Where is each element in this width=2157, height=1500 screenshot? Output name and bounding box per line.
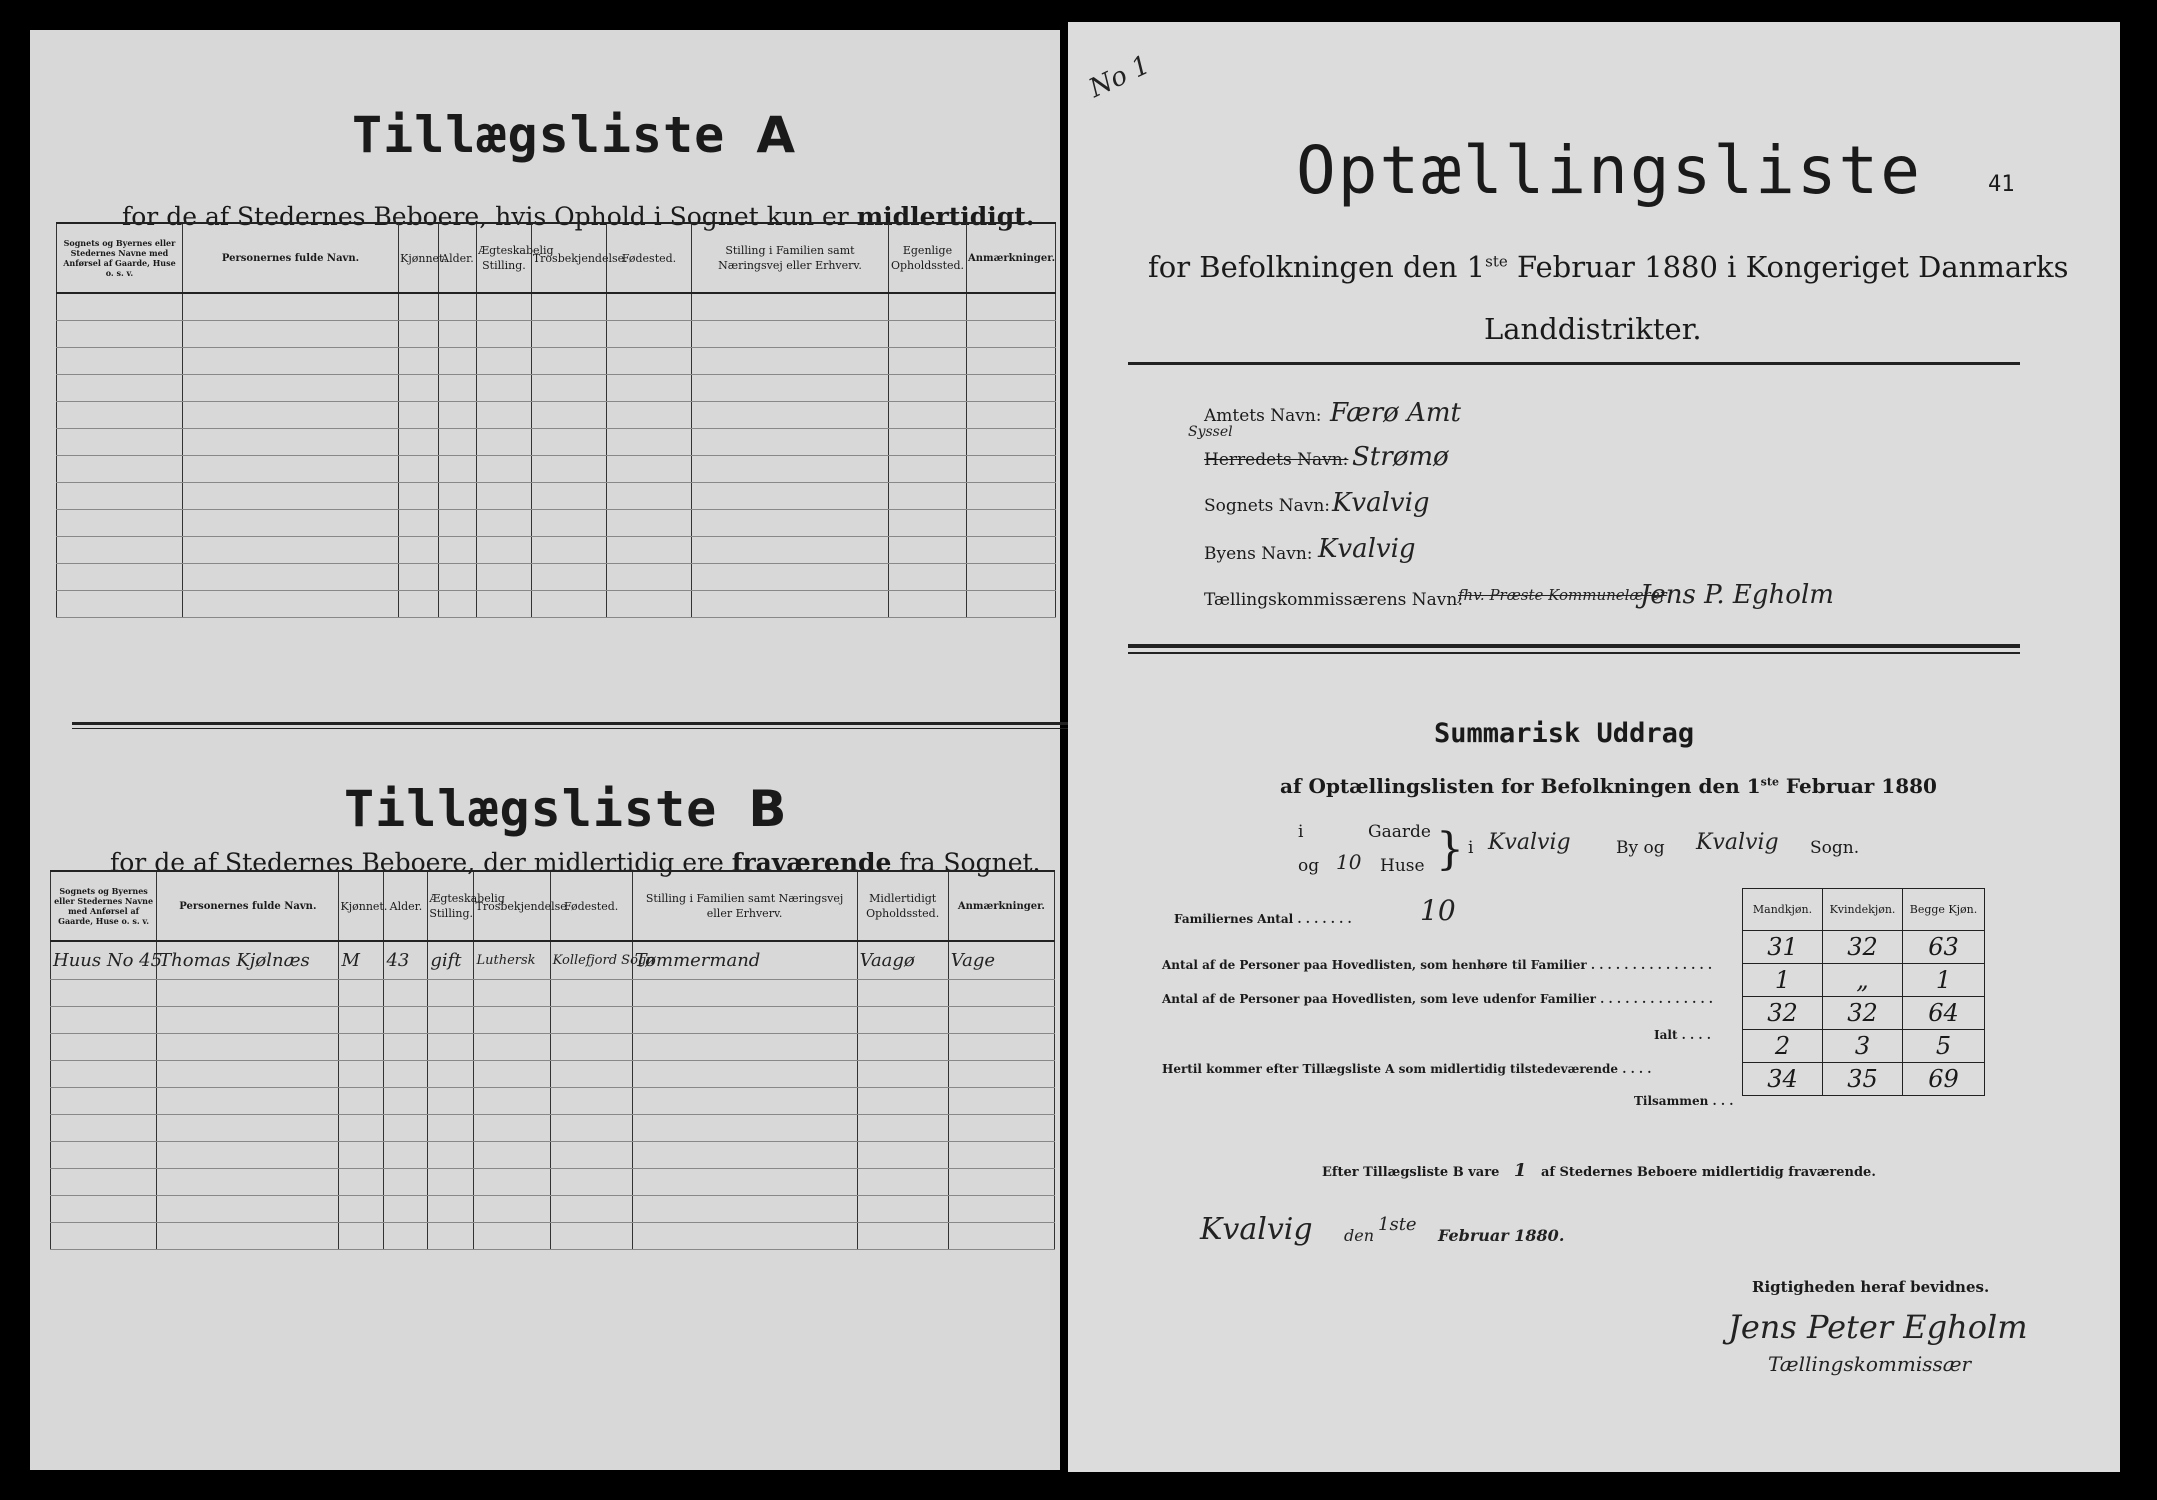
cell-temp-residence: Vaagø bbox=[857, 941, 948, 979]
header-marital: Ægteskabelig Stilling. bbox=[477, 223, 532, 293]
col-male: Mandkjøn. bbox=[1743, 889, 1823, 931]
table-row bbox=[57, 293, 1056, 320]
header-name: Personernes fulde Navn. bbox=[182, 223, 398, 293]
cell: 32 bbox=[1823, 997, 1903, 1030]
table-row bbox=[57, 320, 1056, 347]
header-birthplace: Fødested. bbox=[607, 223, 692, 293]
sogn-value: Kvalvig bbox=[1332, 488, 1430, 518]
header-residence: Egenlige Opholdssted. bbox=[889, 223, 967, 293]
header-remarks: Anmærkninger. bbox=[948, 871, 1054, 941]
amt-value: Færø Amt bbox=[1330, 398, 1461, 428]
cell: 63 bbox=[1903, 931, 1985, 964]
table-row bbox=[51, 1168, 1055, 1195]
table-row bbox=[57, 482, 1056, 509]
summary-by-label: By og bbox=[1616, 838, 1665, 858]
table-row bbox=[57, 455, 1056, 482]
summary-by-value: Kvalvig bbox=[1488, 830, 1571, 855]
header-marital: Ægteskabelig Stilling. bbox=[428, 871, 474, 941]
amt-label: Amtets Navn: bbox=[1204, 406, 1322, 426]
summary-sogn-value: Kvalvig bbox=[1696, 830, 1779, 855]
page-subtitle: for Befolkningen den 1ste Februar 1880 i Kongeriget Danmarks bbox=[1148, 250, 2069, 284]
summary-i: i bbox=[1298, 822, 1304, 842]
list-b-table bbox=[50, 870, 1055, 1250]
cell: 1 bbox=[1903, 964, 1985, 997]
signature-title: Tællingskommissær bbox=[1768, 1352, 1972, 1376]
listeB-note: Efter Tillægsliste B vare 1 af Stedernes Beboere midlertidig fraværende. bbox=[1322, 1160, 1876, 1181]
row-label-5: Tilsammen . . . bbox=[1634, 1094, 1734, 1108]
date-day: 1ste bbox=[1378, 1214, 1417, 1235]
cell-place: Huus No 45 bbox=[51, 941, 157, 979]
cell: 1 bbox=[1743, 964, 1823, 997]
header-age: Alder. bbox=[384, 871, 428, 941]
cell-marital: gift bbox=[428, 941, 474, 979]
table-row bbox=[51, 1141, 1055, 1168]
table-row bbox=[51, 979, 1055, 1006]
left-page bbox=[30, 30, 1060, 1470]
header-birthplace: Fødested. bbox=[550, 871, 632, 941]
summary-i2: i bbox=[1468, 838, 1474, 858]
header-religion: Trosbekjendelse. bbox=[531, 223, 606, 293]
cell: 2 bbox=[1743, 1030, 1823, 1063]
place-signature: Kvalvig bbox=[1200, 1212, 1313, 1247]
summary-gaarde: Gaarde bbox=[1368, 822, 1431, 842]
table-row bbox=[57, 374, 1056, 401]
table-row bbox=[51, 1060, 1055, 1087]
table-row bbox=[51, 941, 1055, 979]
row-label-2: Antal af de Personer paa Hovedlisten, som leve udenfor Familier . . . . . . . . . . . . . . bbox=[1162, 992, 1713, 1006]
cell-religion: Luthersk bbox=[474, 941, 550, 979]
cell-remarks: Vage bbox=[948, 941, 1054, 979]
herred-label: Herredets Navn: bbox=[1204, 450, 1349, 470]
cell-birthplace: Kollefjord Sogn bbox=[550, 941, 632, 979]
summary-og: og bbox=[1298, 856, 1320, 876]
sogn-label: Sognets Navn: bbox=[1204, 496, 1331, 516]
list-b-title: Tillægsliste B bbox=[344, 780, 788, 838]
header-remarks: Anmærkninger. bbox=[967, 223, 1056, 293]
cell: 32 bbox=[1823, 931, 1903, 964]
kommissaer-struck: fhv. Præste Kommunelærer bbox=[1458, 586, 1667, 604]
cell-occupation: Tømmermand bbox=[632, 941, 857, 979]
list-a-title: Tillægsliste A bbox=[352, 106, 797, 164]
signature: Jens Peter Egholm bbox=[1728, 1308, 2028, 1346]
table-row bbox=[57, 590, 1056, 617]
list-b-subtitle: for de af Stedernes Beboere, der midlertidig ere fraværende fra Sognet. bbox=[110, 848, 1041, 877]
right-page bbox=[1068, 22, 2120, 1472]
kommissaer-value: Jens P. Egholm bbox=[1640, 580, 1834, 610]
table-row bbox=[51, 1114, 1055, 1141]
summary-title: Summarisk Uddrag bbox=[1434, 718, 1695, 749]
summary-table bbox=[1742, 888, 1985, 1096]
cell: 64 bbox=[1903, 997, 1985, 1030]
table-row bbox=[51, 1033, 1055, 1060]
header-place: Sognets og Byernes eller Stedernes Navne med Anførsel af Gaarde, Huse o. s. v. bbox=[51, 871, 157, 941]
table-row bbox=[57, 428, 1056, 455]
divider bbox=[1128, 644, 2020, 648]
divider bbox=[72, 722, 1068, 725]
list-a-subtitle: for de af Stedernes Beboere, hvis Ophold i Sognet kun er midlertidigt. bbox=[122, 202, 1035, 231]
cell: 32 bbox=[1743, 997, 1823, 1030]
cell-age: 43 bbox=[384, 941, 428, 979]
families-label: Familiernes Antal . . . . . . . bbox=[1174, 912, 1352, 926]
row-label-3: Ialt . . . . bbox=[1654, 1028, 1711, 1042]
divider bbox=[72, 728, 1068, 729]
cell: 3 bbox=[1823, 1030, 1903, 1063]
cell: 69 bbox=[1903, 1063, 1985, 1096]
cell-name: Thomas Kjølnæs bbox=[157, 941, 339, 979]
cell: 34 bbox=[1743, 1063, 1823, 1096]
table-row bbox=[51, 1006, 1055, 1033]
table-row bbox=[51, 1195, 1055, 1222]
table-row bbox=[51, 1222, 1055, 1249]
header-occupation: Stilling i Familien samt Næringsvej eller Erhverv. bbox=[691, 223, 888, 293]
herred-value: Strømø bbox=[1352, 442, 1449, 472]
by-label: Byens Navn: bbox=[1204, 544, 1313, 564]
table-row bbox=[1743, 1030, 1985, 1063]
header-temp-residence: Midlertidigt Opholdssted. bbox=[857, 871, 948, 941]
cell-sex: M bbox=[339, 941, 384, 979]
col-both: Begge Kjøn. bbox=[1903, 889, 1985, 931]
table-row bbox=[51, 1087, 1055, 1114]
header-religion: Trosbekjendelse. bbox=[474, 871, 550, 941]
table-row bbox=[57, 536, 1056, 563]
page-number: 41 bbox=[1988, 172, 2015, 197]
table-row bbox=[57, 347, 1056, 374]
syssel-prefix: Syssel bbox=[1188, 424, 1233, 440]
header-name: Personernes fulde Navn. bbox=[157, 871, 339, 941]
date-rest: Februar 1880. bbox=[1438, 1226, 1565, 1245]
header-sex: Kjønnet. bbox=[339, 871, 384, 941]
header-sex: Kjønnet. bbox=[399, 223, 439, 293]
families-value: 10 bbox=[1420, 894, 1456, 927]
certification: Rigtigheden heraf bevidnes. bbox=[1752, 1278, 1990, 1296]
cell: 35 bbox=[1823, 1063, 1903, 1096]
corner-mark: No 1 bbox=[1084, 50, 1155, 104]
list-a-table bbox=[56, 222, 1056, 618]
cell: 31 bbox=[1743, 931, 1823, 964]
summary-sogn-label: Sogn. bbox=[1810, 838, 1860, 858]
header-occupation: Stilling i Familien samt Næringsvej eller Erhverv. bbox=[632, 871, 857, 941]
page-subtitle-2: Landdistrikter. bbox=[1484, 312, 1702, 346]
table-row bbox=[1743, 997, 1985, 1030]
by-value: Kvalvig bbox=[1318, 534, 1416, 564]
kommissaer-label: Tællingskommissærens Navn: bbox=[1204, 590, 1464, 610]
date-den: den bbox=[1344, 1226, 1375, 1245]
table-row bbox=[1743, 1063, 1985, 1096]
table-row bbox=[1743, 931, 1985, 964]
row-label-1: Antal af de Personer paa Hovedlisten, som henhøre til Familier . . . . . . . . . . . . . . . bbox=[1162, 958, 1712, 972]
divider bbox=[1128, 652, 2020, 654]
summary-huse-count: 10 bbox=[1336, 850, 1362, 874]
table-row bbox=[57, 563, 1056, 590]
divider bbox=[1128, 362, 2020, 365]
cell: 5 bbox=[1903, 1030, 1985, 1063]
summary-subtitle: af Optællingslisten for Befolkningen den 1ste Februar 1880 bbox=[1280, 774, 1937, 798]
header-place: Sognets og Byernes eller Stedernes Navne med Anførsel af Gaarde, Huse o. s. v. bbox=[57, 223, 183, 293]
table-row bbox=[57, 401, 1056, 428]
summary-huse: Huse bbox=[1380, 856, 1425, 876]
col-female: Kvindekjøn. bbox=[1823, 889, 1903, 931]
page-title: Optællingsliste bbox=[1296, 132, 1923, 209]
row-label-4: Hertil kommer efter Tillægsliste A som midlertidig tilstedeværende . . . . bbox=[1162, 1062, 1652, 1076]
table-row bbox=[1743, 964, 1985, 997]
header-age: Alder. bbox=[438, 223, 476, 293]
cell: „ bbox=[1823, 964, 1903, 997]
table-row bbox=[57, 509, 1056, 536]
brace: } bbox=[1436, 824, 1464, 875]
